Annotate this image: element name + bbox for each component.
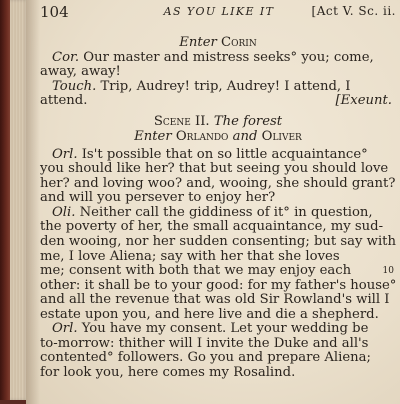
speech-text: away, away! — [40, 64, 121, 80]
speech-text: the poverty of her, the small acquaintance, my sud- — [40, 219, 384, 235]
stage-direction-word: Enter — [134, 128, 172, 144]
scene-number: Scene II. — [153, 113, 210, 129]
page-header — [40, 0, 398, 22]
speech-text: you should like her? that but seeing you should love — [40, 161, 389, 177]
speech-text: Is't possible that on so little acquaintance° — [77, 146, 368, 162]
stage-direction-word: and — [232, 128, 258, 144]
speaker-label: Touch. — [52, 78, 97, 94]
speech-text: Neither call the giddiness of it° in question, — [75, 204, 373, 220]
speaker-label: Orl. — [52, 146, 78, 162]
character-name: Oliver — [261, 128, 302, 144]
act-scene-reference: [Act V. Sc. ii. — [311, 4, 396, 18]
speech-text: attend. — [40, 93, 88, 109]
speech-text: her? and loving woo? and, wooing, she should grant? — [40, 175, 396, 191]
line-number-margin: 10 — [382, 266, 394, 277]
speech-text: for look you, here comes my Rosalind. — [40, 365, 296, 380]
speech-text: You have my consent. Let your wedding be — [77, 321, 369, 337]
speaker-label: Cor. — [52, 49, 80, 65]
speech-text: me, I love Aliena; say with her that she loves — [40, 248, 340, 264]
speech-text: and all the revenue that was old Sir Rowland's will I — [40, 292, 390, 308]
running-title: AS YOU LIKE IT — [163, 5, 275, 18]
speech-text: and will you persever to enjoy her? — [40, 190, 276, 206]
speech-text: to-morrow: thither will I invite the Duke and all's — [40, 335, 369, 351]
speaker-label: Orl. — [52, 321, 78, 337]
speech-line — [40, 364, 396, 382]
stage-direction-word: Enter — [179, 35, 217, 50]
speech-text: contented° followers. Go you and prepare Aliena; — [40, 350, 371, 366]
speaker-label: Oli. — [52, 204, 76, 220]
character-name: Corin — [221, 35, 257, 50]
speech-text: estate upon you, and here live and die a shepherd. — [40, 306, 379, 322]
speech-text: Trip, Audrey! trip, Audrey! I attend, I — [96, 78, 351, 94]
scene-location: The forest — [213, 113, 283, 129]
page-number: 104 — [40, 3, 69, 21]
exeunt-direction: [Exeunt. — [335, 93, 392, 109]
speech-text: me; consent with both that we may enjoy each — [40, 263, 352, 279]
speech-text: den wooing, nor her sudden consenting; but say with — [40, 234, 396, 249]
gutter-shadow — [26, 0, 40, 404]
speech-text: Our master and mistress seeks° you; come, — [79, 49, 374, 65]
stage-direction-enter-orlando-oliver — [40, 128, 396, 146]
book-page — [26, 0, 400, 404]
speech-line — [40, 92, 396, 110]
character-name: Orlando — [175, 128, 229, 144]
speech-text: other: it shall be to your good: for my father's house° — [40, 277, 397, 293]
